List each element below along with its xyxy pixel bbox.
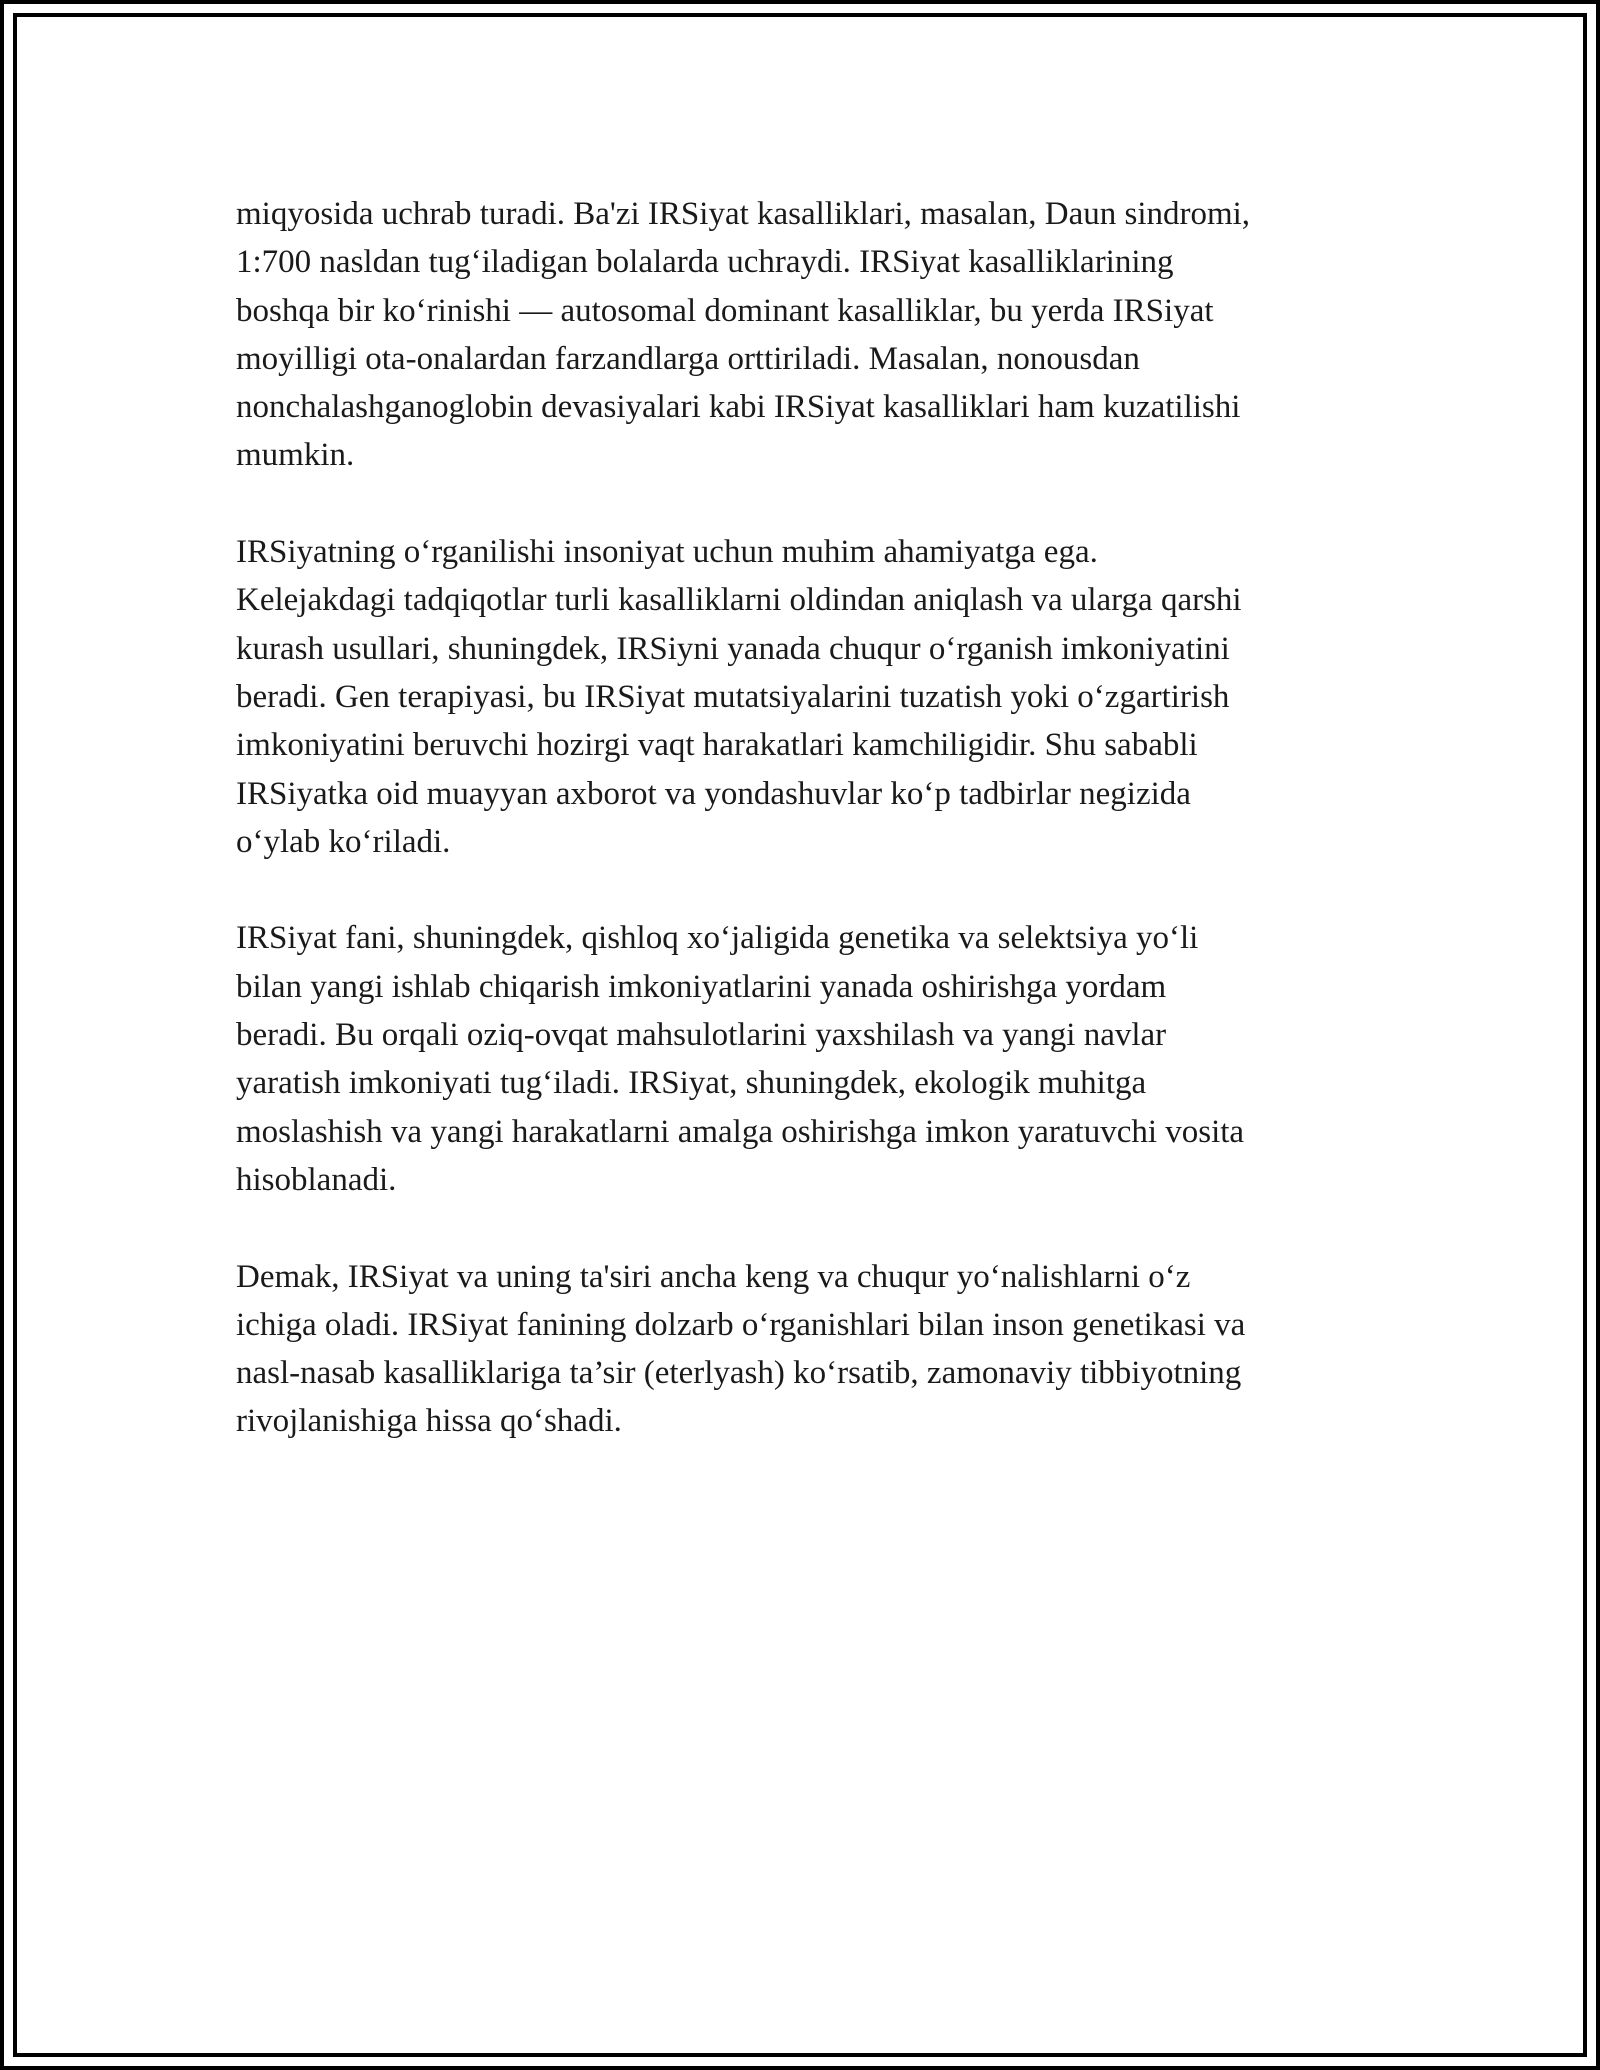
text-line: yaratish imkoniyati tug‘iladi. IRSiyat, shuningdek, ekologik muhitga	[236, 1065, 1147, 1102]
paragraph-2	[236, 528, 1366, 866]
text-line: moslashish va yangi harakatlarni amalga oshirishga imkon yaratuvchi vosita	[236, 1113, 1245, 1150]
text-line: ichiga oladi. IRSiyat fanining dolzarb o‘rganishlari bilan inson genetikasi va	[236, 1306, 1246, 1343]
paragraph-4	[236, 1253, 1366, 1446]
text-line: miqyosida uchrab turadi. Ba'zi IRSiyat kasalliklari, masalan, Daun sindromi,	[236, 196, 1251, 232]
text-line: o‘ylab ko‘riladi.	[236, 823, 451, 860]
text-line: nonchalashganoglobin devasiyalari kabi IRSiyat kasalliklari ham kuzatilishi	[236, 389, 1241, 426]
text-line: Kelejakdagi tadqiqotlar turli kasalliklarni oldindan aniqlash va ularga qarshi	[236, 582, 1242, 619]
text-line: boshqa bir ko‘rinishi — autosomal dominant kasalliklar, bu yerda IRSiyat	[236, 292, 1214, 329]
text-line: Demak, IRSiyat va uning ta'siri ancha keng va chuqur yo‘nalishlarni o‘z	[236, 1258, 1191, 1295]
text-line: IRSiyatka oid muayyan axborot va yondashuvlar ko‘p tadbirlar negizida	[236, 775, 1191, 812]
paragraph-1	[236, 190, 1366, 480]
text-line: 1:700 nasldan tug‘iladigan bolalarda uchraydi. IRSiyat kasalliklarining	[236, 244, 1174, 281]
text-line: hisoblanadi.	[236, 1161, 397, 1198]
text-line: moyilligi ota-onalardan farzandlarga orttiriladi. Masalan, nonousdan	[236, 340, 1140, 377]
text-line: nasl-nasab kasalliklariga ta’sir (eterlyash) ko‘rsatib, zamonaviy tibbiyotning	[236, 1355, 1242, 1392]
text-line: beradi. Gen terapiyasi, bu IRSiyat mutatsiyalarini tuzatish yoki o‘zgartirish	[236, 678, 1230, 715]
text-line: beradi. Bu orqali oziq-ovqat mahsulotlarini yaxshilash va yangi navlar	[236, 1017, 1167, 1054]
text-line: IRSiyat fani, shuningdek, qishloq xo‘jaligida genetika va selektsiya yo‘li	[236, 920, 1199, 957]
text-line: bilan yangi ishlab chiqarish imkoniyatlarini yanada oshirishga yordam	[236, 968, 1167, 1005]
text-line: IRSiyatning o‘rganilishi insoniyat uchun muhim ahamiyatga ega.	[236, 534, 1098, 571]
document-body	[236, 190, 1366, 1494]
text-line: rivojlanishiga hissa qo‘shadi.	[236, 1403, 622, 1440]
text-line: imkoniyatini beruvchi hozirgi vaqt harakatlari kamchiligidir. Shu sababli	[236, 727, 1198, 764]
text-line: mumkin.	[236, 437, 355, 474]
paragraph-3	[236, 914, 1366, 1204]
text-line: kurash usullari, shuningdek, IRSiyni yanada chuqur o‘rganish imkoniyatini	[236, 630, 1230, 667]
